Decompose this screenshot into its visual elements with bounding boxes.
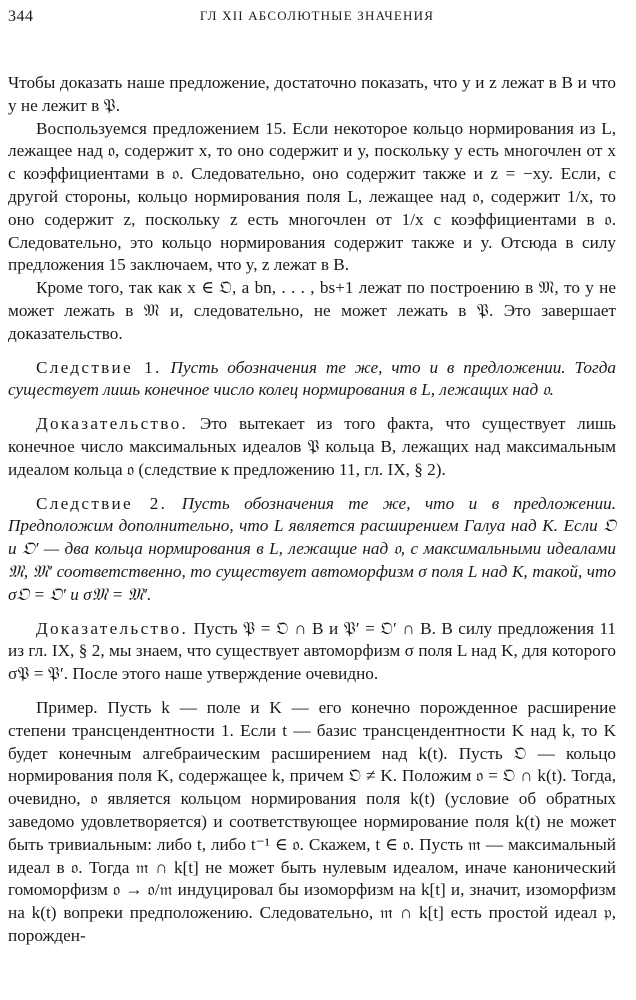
- corollary-2-label: Следствие 2.: [36, 493, 168, 513]
- paragraph-2: Воспользуемся предложением 15. Если некоторое кольцо нормирования из L, лежащее над 𝔬, содержит x, то оно содержит и y, поскольку y есть многочлен от x с коэффициентами в 𝔬. Следовательно, оно содержит также и z = −xy. Если, с другой стороны, кольцо нормирования поля L, лежащее над 𝔬, содержит 1/x, то оно содержит z, поскольку z есть многочлен от 1/x с коэффициентами в 𝔬. Следовательно, это кольцо нормирования содержит также и y. Отсюда в силу предложения 15 заключаем, что y, z лежат в B.: [8, 118, 616, 275]
- proof-2-label: Доказательство.: [36, 618, 189, 638]
- proof-1-label: Доказательство.: [36, 414, 189, 434]
- example-label: Пример.: [36, 697, 98, 717]
- corollary-1-label: Следствие 1.: [36, 357, 162, 377]
- example-text: Пусть k — поле и K — его конечно порожденное расширение степени трансцендентности 1. Если t — базис трансцендентности K над k, то K будет конечным алгебраическим расширением над k(t). Пусть 𝔒 — кольцо нормирования поля K, содержащее k, причем 𝔒 ≠ K. Положим 𝔬 = 𝔒 ∩ k(t). Тогда, очевидно, 𝔬 является кольцом нормирования поля k(t) (условие об обратных заведомо удовлетворяется) и соответствующее нормирование поля k(t) не может быть тривиальным: либо t, либо t⁻¹ ∈ 𝔬. Скажем, t ∈ 𝔬. Пусть 𝔪 — максимальный идеал в 𝔬. Тогда 𝔪 ∩ k[t] не может быть нулевым идеалом, иначе канонический гомоморфизм 𝔬 → 𝔬/𝔪 индуцировал бы изоморфизм на k[t] и, значит, изоморфизм на k(t) вопреки предположению. Следовательно, 𝔪 ∩ k[t] есть простой идеал 𝔭, порожден-: [8, 697, 617, 945]
- running-head: ГЛ XII АБСОЛЮТНЫЕ ЗНАЧЕНИЯ: [199, 8, 435, 23]
- example: [8, 697, 616, 948]
- proof-1: [8, 413, 616, 481]
- page-body: [8, 72, 616, 948]
- corollary-2: [8, 493, 616, 607]
- proof-2-text: Пусть 𝔓 = 𝔒 ∩ B и 𝔓′ = 𝔒′ ∩ B. В силу предложения 11 из гл. IX, § 2, мы знаем, что существует автоморфизм σ поля L над K, для которого σ𝔓 = 𝔓′. После этого наше утверждение очевидно.: [8, 618, 617, 684]
- paragraph-3: Кроме того, так как x ∈ 𝔒, а bn, . . . , bs+1 лежат по построению в 𝔐, то y не может лежать в 𝔐 и, следовательно, не может лежать в 𝔓. Это завершает доказательство.: [8, 278, 616, 343]
- corollary-1-text: Пусть обозначения те же, что и в предложении. Тогда существует лишь конечное число колец нормирования в L, лежащих над 𝔬.: [8, 357, 616, 400]
- corollary-1: [8, 357, 616, 403]
- paragraph-1: Чтобы доказать наше предложение, достаточно показать, что y и z лежат в B и что y не лежит в 𝔓.: [8, 73, 616, 115]
- proof-2: [8, 618, 616, 686]
- corollary-2-text: Пусть обозначения те же, что и в предложении. Предположим дополнительно, что L является расширением Галуа над K. Если 𝔒 и 𝔒′ — два кольца нормирования в L, лежащие над 𝔬, с максимальными идеалами 𝔐, 𝔐′ соответственно, то существует автоморфизм σ поля L над K, такой, что σ𝔒 = 𝔒′ и σ𝔐 = 𝔐′.: [8, 493, 617, 604]
- proof-1-text: Это вытекает из того факта, что существует лишь конечное число максимальных идеалов 𝔓 кольца B, лежащих над максимальным идеалом кольца 𝔬 (следствие к предложению 11, гл. IX, § 2).: [8, 414, 616, 479]
- page-number: 344: [8, 8, 34, 25]
